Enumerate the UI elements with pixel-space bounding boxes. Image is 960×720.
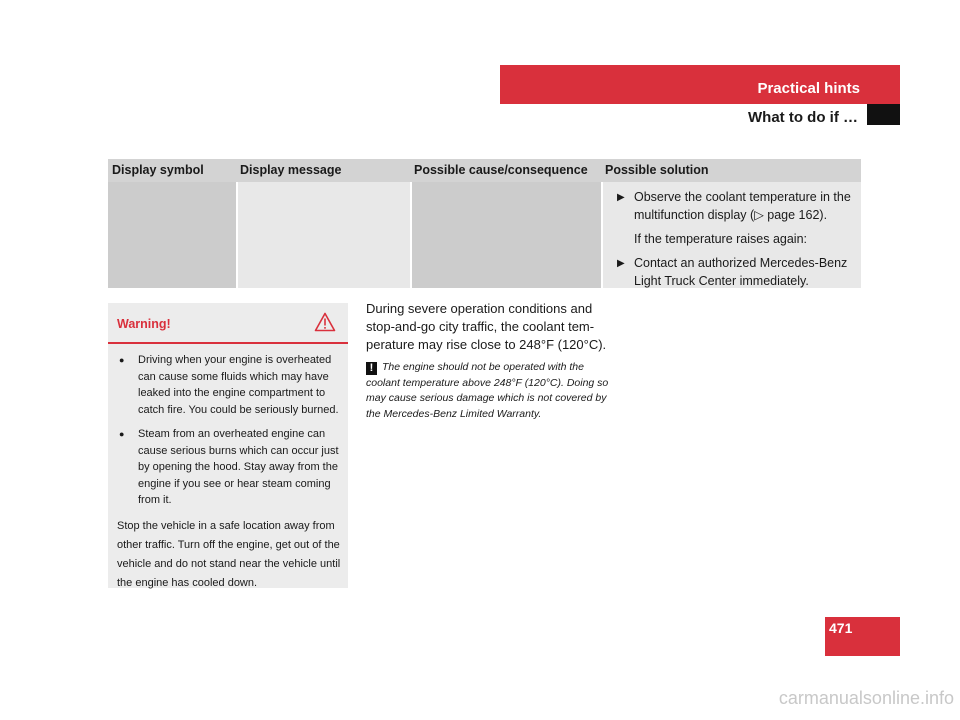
page-number-box [825,617,900,656]
section-title: Practical hints [757,80,860,97]
column-header: Possible cause/consequence [414,163,588,177]
coolant-table [108,159,861,288]
possible-solution-cell [601,182,861,288]
exclamation-icon: ! [366,362,377,375]
column-header: Possible solution [605,163,709,177]
column-header: Display symbol [112,163,204,177]
step-arrow-icon: ▶ [617,258,625,269]
warning-bullet-text: Steam from an overheated engine can cause serious burns which can occur just by opening the hood. Stay away from the engine if you see or hear steam coming from it. [138,428,339,506]
solution-note: If the temperature raises again: [634,232,808,246]
warning-triangle-icon [314,312,336,337]
display-symbol-cell [108,182,236,288]
table-row [108,182,861,288]
display-message-cell [236,182,410,288]
bullet-icon: ● [119,355,125,365]
solution-step [617,254,853,290]
header-marker [867,104,900,125]
note-block [366,360,616,422]
warning-header [108,303,348,344]
solution-step-text: Observe the coolant temperature in the multifunction display (▷ page 162). [634,190,851,222]
list-item [117,426,340,509]
table-header [108,159,861,182]
warning-title: Warning! [117,317,171,331]
possible-cause-cell [410,182,601,288]
section-subtitle: What to do if … [748,109,858,126]
watermark: carmanualsonline.info [778,688,954,708]
warning-bullet-text: Driving when your engine is overheated can cause some fluids which may have leaked into the engine compartment to catch fire. You could be seriously burned. [138,354,339,416]
warning-footer: Stop the vehicle in a safe location away from other traffic. Turn off the engine, get out of the vehicle and do not stand near the vehicle until the engine has cooled down. [117,519,341,589]
warning-list [108,344,348,509]
column-header: Display message [240,163,342,177]
solution-step [617,188,853,224]
solution-step-text: Contact an authorized Mercedes-Benz Light Truck Center immediately. [634,256,848,288]
bullet-icon: ● [119,429,125,439]
header-bar [500,65,900,104]
page-number: 471 [829,620,853,636]
step-arrow-icon: ▶ [617,192,625,203]
note-text: The engine should not be operated with the coolant temperature above 248°F (120°C). Doing so may cause serious damage which is not covered by the Mercedes-Benz Limited Warranty. [366,361,609,420]
warning-box [108,303,348,588]
body-paragraph: During severe operation conditions and stop-and-go city traffic, the coolant tem-perature may rise close to 248°F (120°C). [366,301,607,352]
list-item [117,352,340,418]
